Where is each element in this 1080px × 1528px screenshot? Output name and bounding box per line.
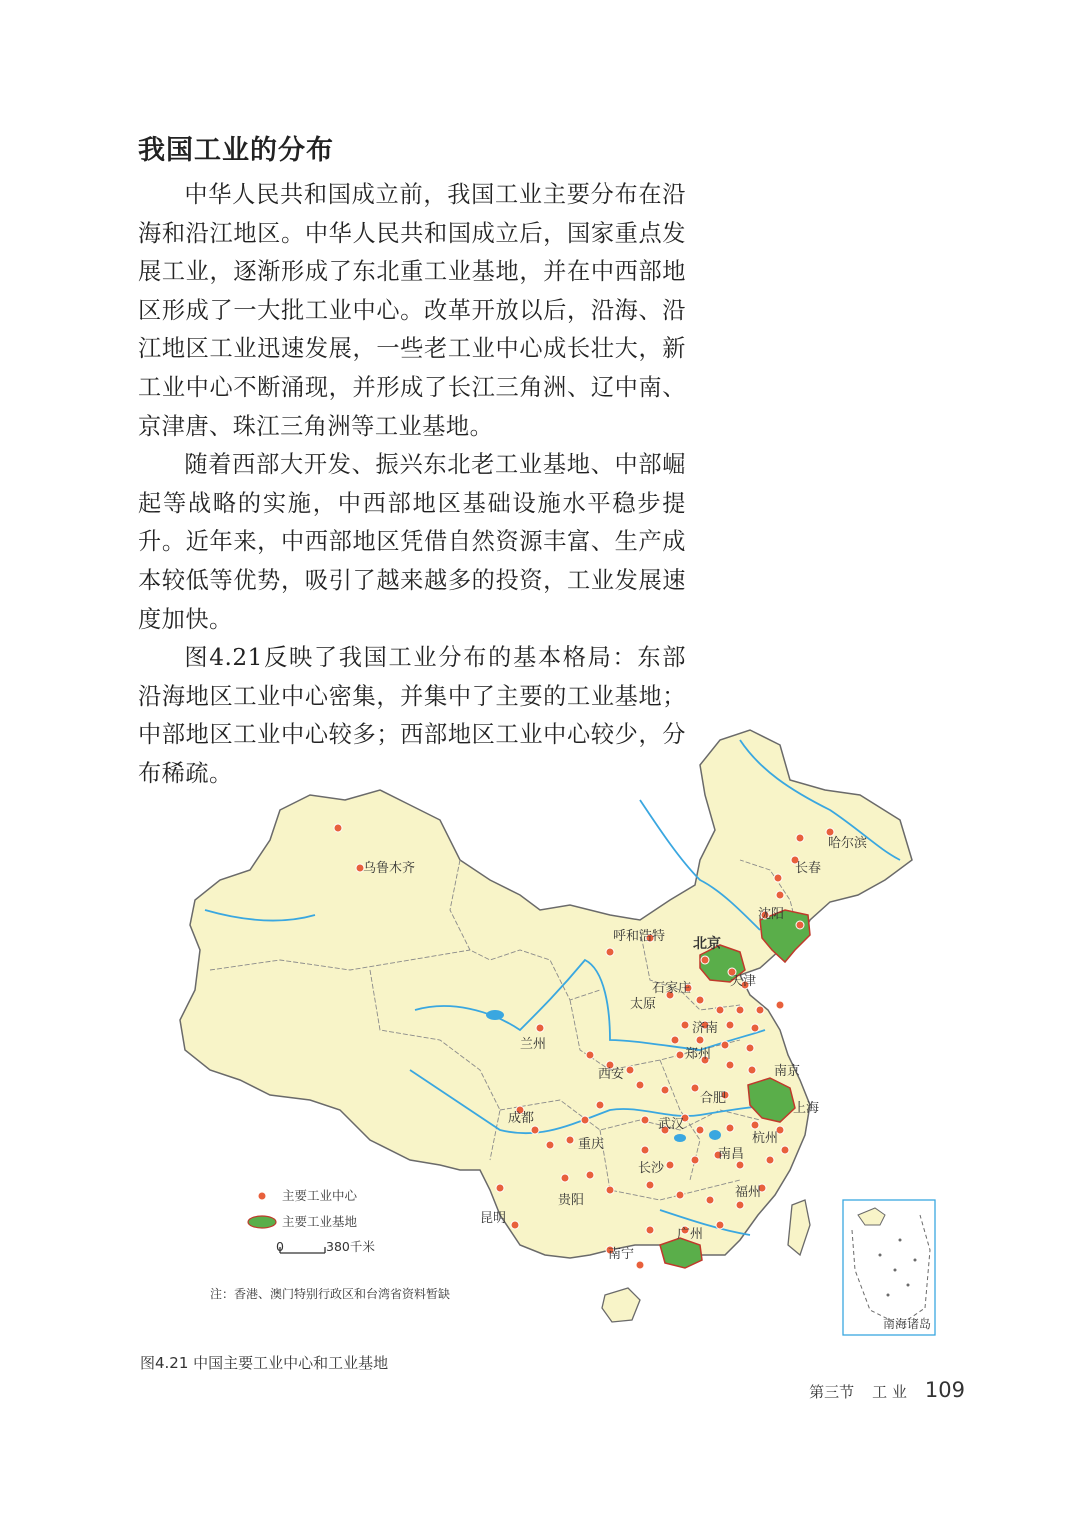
footer-topic: 工 业 [872, 1383, 907, 1401]
section-heading: 我国工业的分布 [138, 135, 334, 166]
label-zhengzhou: 郑州 [685, 1047, 712, 1062]
map-svg [140, 710, 940, 1350]
map-note: 注：香港、澳门特别行政区和台湾省资料暂缺 [210, 1287, 451, 1301]
label-jinan: 济南 [692, 1021, 719, 1036]
label-nanjing: 南京 [774, 1064, 801, 1079]
label-fuzhou: 福州 [735, 1185, 762, 1200]
map-legend [248, 1188, 375, 1254]
china-industry-map [140, 710, 940, 1350]
label-lanzhou: 兰州 [520, 1037, 547, 1052]
poyang-lake [709, 1130, 721, 1140]
inset-label: 南海诸岛 [883, 1317, 932, 1331]
body-text [138, 176, 686, 794]
figure-caption: 图4.21 中国主要工业中心和工业基地 [140, 1354, 389, 1372]
dongting-lake [674, 1134, 686, 1142]
scale-distance: 380千米 [326, 1239, 375, 1254]
paragraph: 图4.21反映了我国工业分布的基本格局：东部沿海地区工业中心密集，并集中了主要的工业基地；中部地区工业中心较多；西部地区工业中心较少，分布稀疏。 [138, 644, 686, 787]
label-hohhot: 呼和浩特 [613, 929, 666, 944]
south-china-sea-inset [843, 1200, 935, 1335]
label-shenyang: 沈阳 [758, 907, 785, 922]
paragraph: 中华人民共和国成立前，我国工业主要分布在沿海和沿江地区。中华人民共和国成立后，国家重点发展工业，逐渐形成了东北重工业基地，并在中西部地区形成了一大批工业中心。改革开放以后，沿海、沿江地区工业迅速发展，一些老工业中心成长壮大，新工业中心不断涌现，并形成了长江三角洲、辽中南、京津唐、珠江三角洲等工业基地。 [138, 181, 686, 440]
label-nanchang: 南昌 [718, 1147, 745, 1162]
label-changsha: 长沙 [638, 1161, 665, 1176]
label-wuhan: 武汉 [658, 1117, 685, 1132]
label-hangzhou: 杭州 [752, 1131, 779, 1146]
footer-section: 第三节 [809, 1383, 855, 1401]
legend-center-icon [258, 1192, 266, 1200]
label-taiyuan: 太原 [630, 997, 657, 1012]
label-xian: 西安 [598, 1067, 625, 1082]
label-changchun: 长春 [795, 861, 822, 876]
label-shijiazhuang: 石家庄 [652, 981, 692, 996]
paragraph: 随着西部大开发、振兴东北老工业基地、中部崛起等战略的实施，中西部地区基础设施水平稳步提升。近年来，中西部地区凭借自然资源丰富、生产成本较低等优势，吸引了越来越多的投资，工业发展速度加快。 [138, 451, 686, 633]
scale-zero: 0 [276, 1239, 284, 1254]
label-guangzhou: 广州 [677, 1227, 704, 1242]
label-chongqing: 重庆 [578, 1137, 605, 1152]
label-shanghai: 上海 [793, 1101, 820, 1116]
legend-base-icon [248, 1216, 276, 1228]
label-nanning: 南宁 [608, 1247, 635, 1262]
label-hefei: 合肥 [700, 1091, 727, 1106]
page-footer [809, 1378, 965, 1402]
label-urumqi: 乌鲁木齐 [363, 861, 416, 876]
label-kunming: 昆明 [480, 1211, 507, 1226]
china-land [180, 730, 912, 1258]
hainan-island [602, 1288, 640, 1322]
legend-center-label: 主要工业中心 [282, 1188, 358, 1203]
qinghai-lake [486, 1010, 504, 1020]
label-chengdu: 成都 [508, 1111, 535, 1126]
label-guiyang: 贵阳 [558, 1193, 585, 1208]
legend-base-label: 主要工业基地 [282, 1214, 358, 1229]
label-tianjin: 天津 [730, 974, 757, 989]
taiwan-island [788, 1200, 810, 1255]
label-harbin: 哈尔滨 [828, 836, 868, 851]
label-beijing: 北京 [693, 936, 721, 952]
page-number: 109 [924, 1378, 965, 1402]
